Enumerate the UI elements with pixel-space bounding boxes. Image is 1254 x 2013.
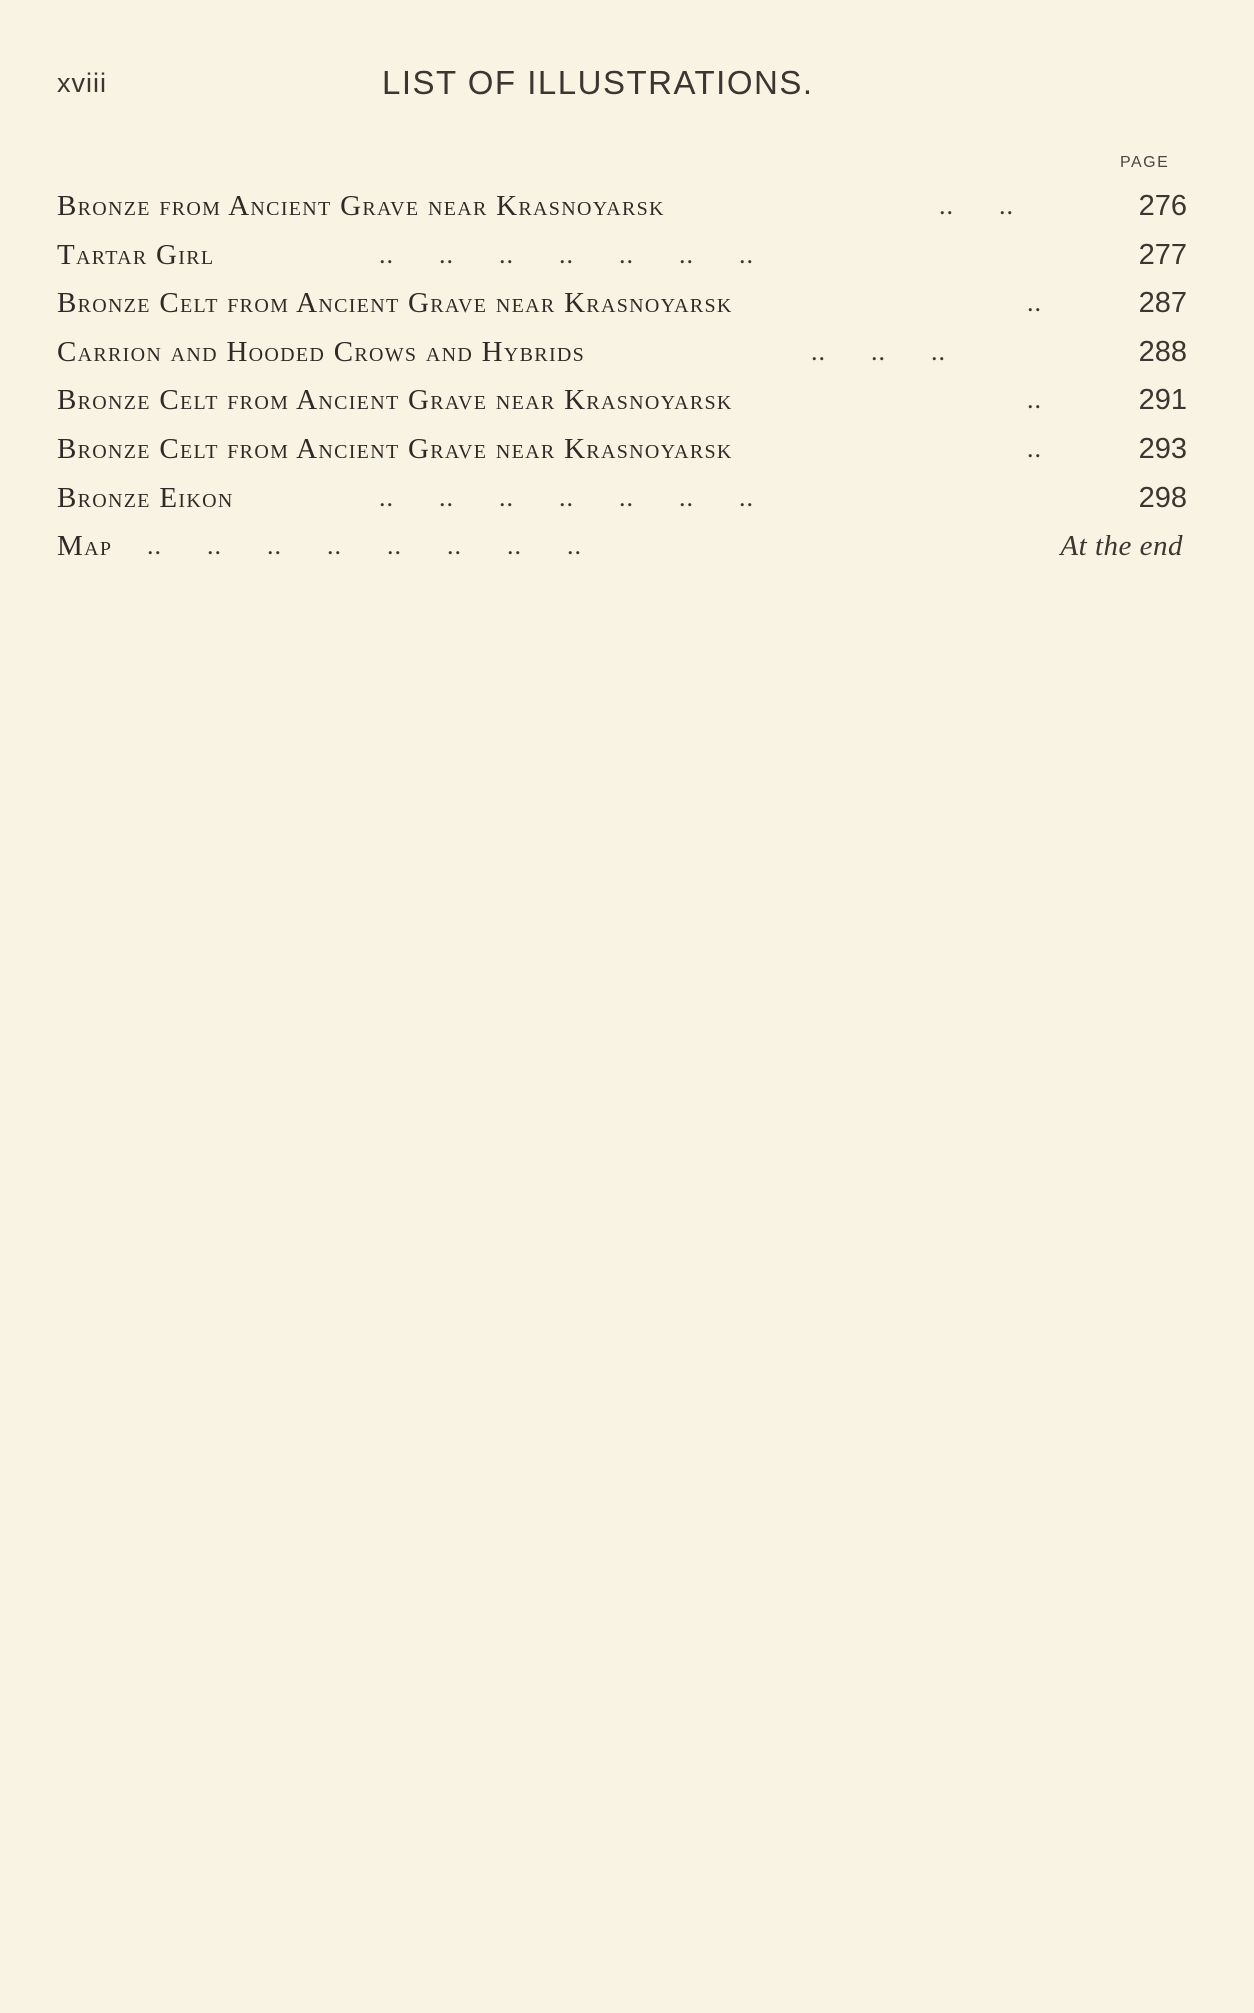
illustration-page: 287 [1138, 287, 1187, 320]
illustration-page: 291 [1138, 384, 1187, 417]
list-item [57, 380, 1187, 429]
dot-leaders: .. .. .. .. .. .. .. .. [147, 531, 582, 561]
dot-leaders: .. .. .. [811, 336, 946, 366]
dot-leaders: .. [1027, 433, 1042, 463]
list-item [57, 526, 1187, 575]
dot-leaders: .. .. .. .. .. .. .. [379, 239, 754, 269]
illustration-list [57, 186, 1187, 575]
running-head [57, 64, 1187, 108]
illustration-page: 276 [1138, 190, 1187, 222]
page-column-heading: PAGE [1120, 154, 1170, 171]
list-item [57, 429, 1187, 478]
illustration-caption: Bronze Celt from Ancient Grave near Krasnoyarsk [57, 287, 733, 320]
illustration-page: 293 [1138, 432, 1187, 465]
illustration-caption: Bronze Celt from Ancient Grave near Krasnoyarsk [57, 432, 733, 465]
list-item [57, 186, 1187, 235]
page-number: xviii [57, 68, 107, 98]
dot-leaders: .. [1027, 385, 1042, 415]
illustration-page: 288 [1138, 335, 1187, 368]
illustration-caption: Bronze Celt from Ancient Grave near Krasnoyarsk [57, 384, 733, 417]
list-item [57, 283, 1187, 332]
list-item [57, 235, 1187, 284]
illustration-caption: Tartar Girl [57, 238, 215, 271]
list-item [57, 332, 1187, 381]
illustration-caption: Bronze from Ancient Grave near Krasnoyarsk [57, 190, 665, 222]
illustration-page: At the end [1060, 530, 1183, 563]
illustration-page: 277 [1138, 238, 1187, 271]
illustration-caption: Carrion and Hooded Crows and Hybrids [57, 335, 586, 368]
list-item [57, 478, 1187, 527]
dot-leaders: .. [1027, 288, 1042, 318]
illustration-page: 298 [1138, 481, 1187, 514]
dot-leaders: .. .. [939, 191, 1014, 220]
running-title: LIST OF ILLUSTRATIONS. [382, 64, 814, 101]
dot-leaders: .. .. .. .. .. .. .. [379, 482, 754, 512]
illustration-caption: Map [57, 530, 113, 563]
illustration-caption: Bronze Eikon [57, 481, 234, 514]
